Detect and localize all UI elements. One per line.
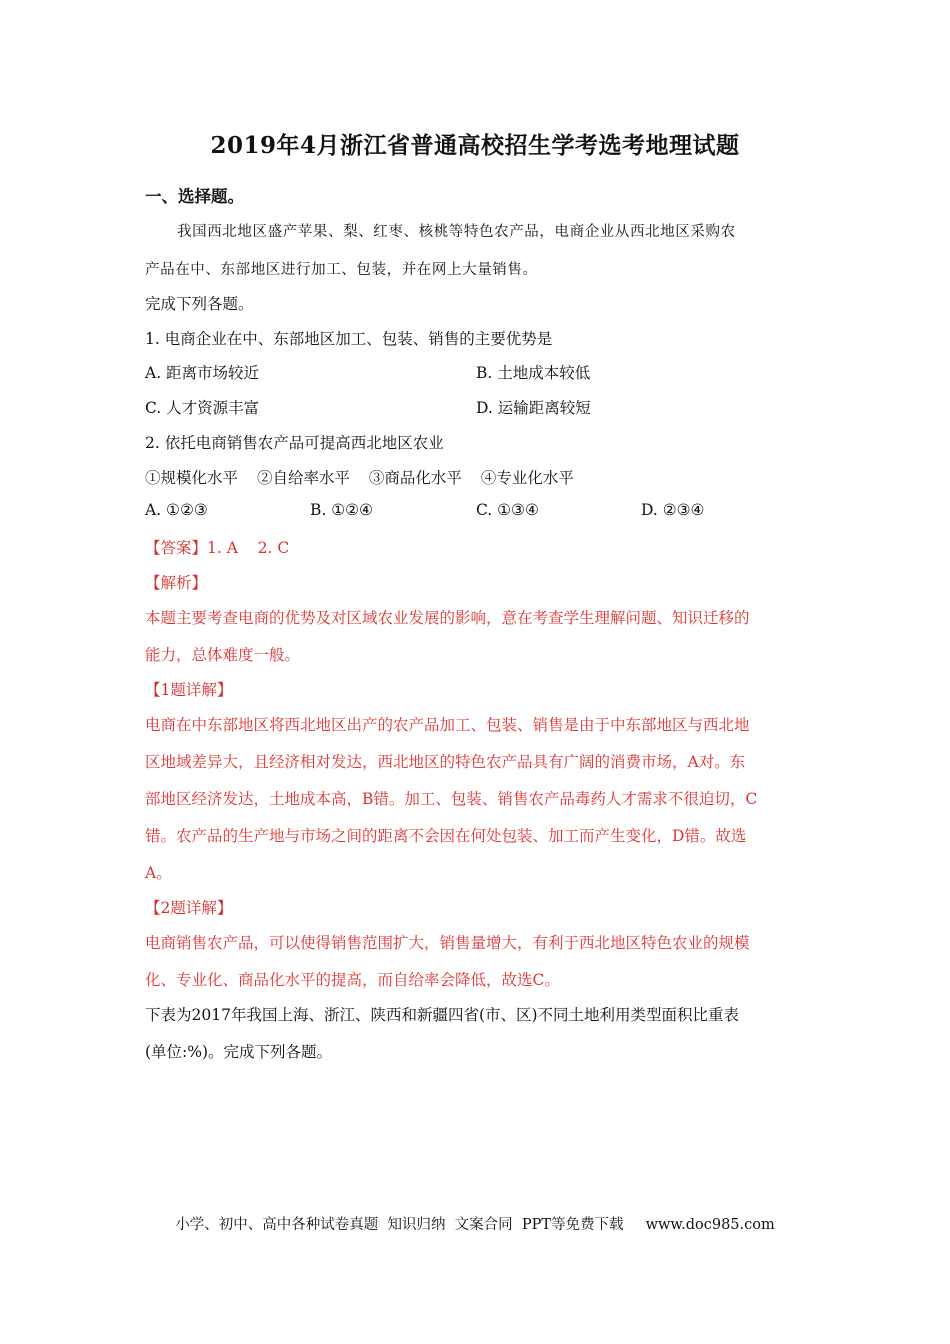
question-2-stem: 2. 依托电商销售农产品可提高西北地区农业: [145, 434, 444, 452]
detail-1-line-4: 错。农产品的生产地与市场之间的距离不会因在何处包装、加工而产生变化，D错。故选: [145, 827, 747, 845]
analysis-line-1: 本题主要考查电商的优势及对区域农业发展的影响，意在考查学生理解问题、知识迁移的: [145, 609, 750, 627]
next-material-line-1: 下表为2017年我国上海、浙江、陕西和新疆四省(市、区)不同土地利用类型面积比重表: [145, 1006, 740, 1024]
q2-item-2: ②自给率水平: [256, 469, 350, 487]
q2-option-d: D. ②③④: [641, 501, 705, 519]
answer-text: 1. A 2. C: [207, 539, 290, 557]
material-line-2: 产品在中、东部地区进行加工、包装，并在网上大量销售。: [145, 262, 538, 278]
detail-1-tag: 【1题详解】: [145, 681, 233, 699]
page-title: 2019年4月浙江省普通高校招生学考选考地理试题: [210, 132, 740, 159]
answer-line: [145, 536, 810, 558]
q2-option-c: C. ①③④: [476, 501, 539, 519]
q1-option-b: B. 土地成本较低: [476, 364, 591, 382]
page-footer: [0, 1213, 950, 1234]
footer-url[interactable]: www.doc985.com: [645, 1217, 775, 1233]
q1-option-d: D. 运输距离较短: [476, 399, 591, 417]
detail-2-line-1: 电商销售农产品，可以使得销售范围扩大，销售量增大，有利于西北地区特色农业的规模: [145, 934, 750, 952]
question-1-stem: 1. 电商企业在中、东部地区加工、包装、销售的主要优势是: [145, 330, 553, 348]
q2-option-b: B. ①②④: [310, 501, 373, 519]
q2-item-4: ④专业化水平: [480, 469, 574, 487]
next-material-line-2: (单位:%)。完成下列各题。: [145, 1043, 333, 1061]
detail-1-line-2: 区地域差异大，且经济相对发达，西北地区的特色农产品具有广阔的消费市场，A对。东: [145, 753, 746, 771]
detail-1-line-1: 电商在中东部地区将西北地区出产的农产品加工、包装、销售是由于中东部地区与西北地: [145, 716, 750, 734]
detail-1-line-3: 部地区经济发达，土地成本高，B错。加工、包装、销售农产品毒药人才需求不很迫切，C: [145, 790, 758, 808]
q1-option-c: C. 人才资源丰富: [145, 399, 260, 417]
answer-tag: 【答案】: [145, 539, 208, 557]
footer-text: 小学、初中、高中各种试卷真题 知识归纳 文案合同 PPT等免费下载: [175, 1217, 624, 1233]
detail-1-line-5: A。: [145, 864, 172, 882]
material-line-1: 我国西北地区盛产苹果、梨、红枣、核桃等特色农产品，电商企业从西北地区采购农: [177, 224, 736, 240]
analysis-line-2: 能力，总体难度一般。: [145, 646, 301, 664]
q1-option-a: A. 距离市场较近: [145, 364, 260, 382]
q2-items: [145, 466, 810, 488]
analysis-tag: 【解析】: [145, 574, 208, 592]
q2-item-3: ③商品化水平: [368, 469, 462, 487]
detail-2-line-2: 化、专业化、商品化水平的提高，而自给率会降低，故选C。: [145, 971, 560, 989]
q2-item-1: ①规模化水平: [145, 469, 239, 487]
section-heading: 一、选择题。: [145, 187, 244, 206]
instruction: 完成下列各题。: [145, 295, 254, 313]
detail-2-tag: 【2题详解】: [145, 899, 233, 917]
q2-option-a: A. ①②③: [145, 501, 208, 519]
